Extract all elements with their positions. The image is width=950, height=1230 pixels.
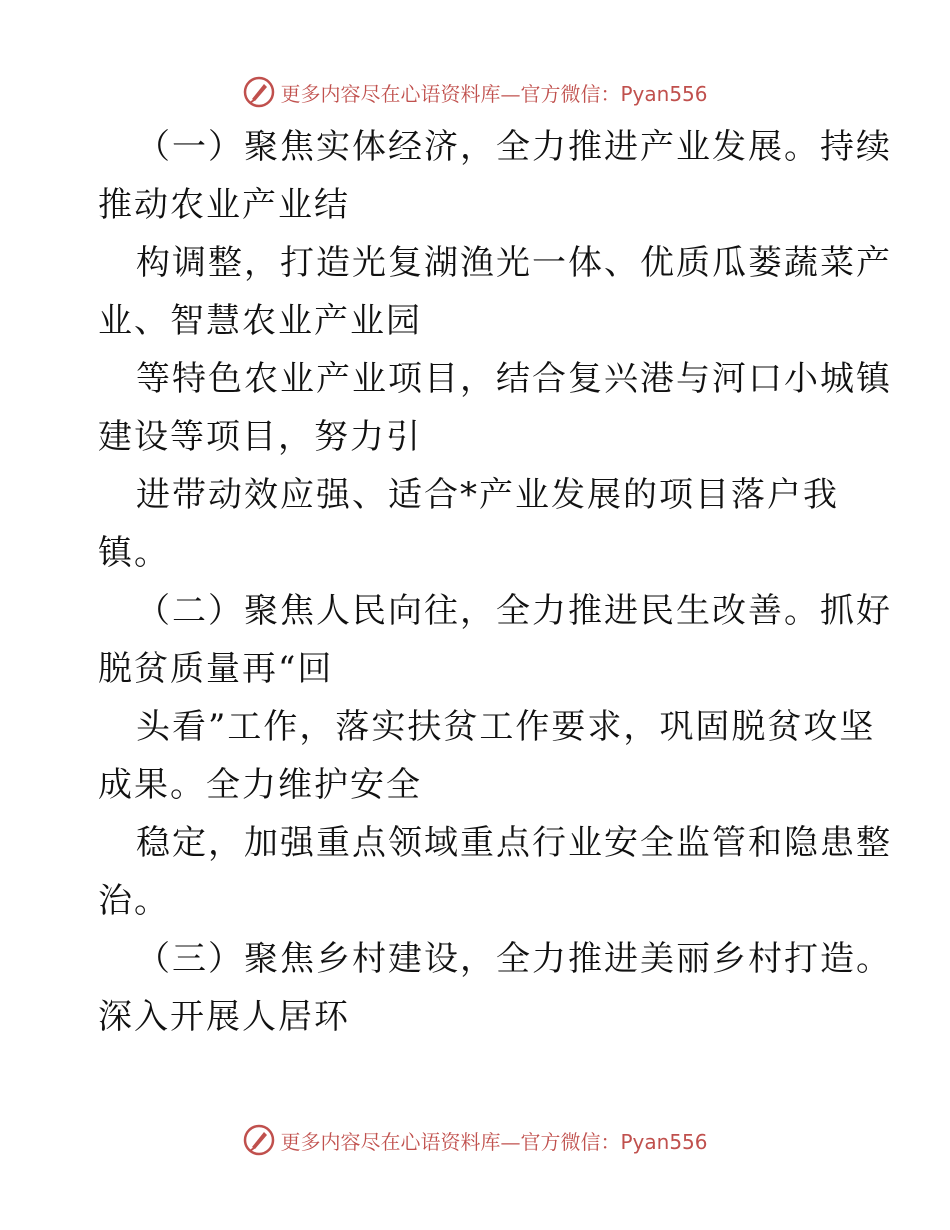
paragraph-line: 推动农业产业结	[98, 185, 350, 225]
header-watermark	[0, 72, 950, 112]
watermark-text	[280, 1126, 707, 1155]
quill-pen-logo-icon	[242, 75, 276, 109]
watermark-wechat-id: Pyan556	[620, 81, 708, 106]
footer-watermark	[0, 1120, 950, 1160]
paragraph-line: 进带动效应强、适合*产业发展的项目落户我	[136, 475, 839, 515]
watermark-wechat-label: 官方微信：	[520, 1129, 621, 1154]
watermark-site: 更多内容尽在心语资料库	[280, 81, 501, 106]
watermark-wechat-id: Pyan556	[620, 1129, 708, 1154]
paragraph-line: 脱贫质量再“回	[98, 649, 334, 689]
quill-pen-logo-icon	[242, 1123, 276, 1157]
paragraph-line: 构调整，打造光复湖渔光一体、优质瓜蒌蔬菜产	[136, 243, 892, 283]
paragraph-line: 等特色农业产业项目，结合复兴港与河口小城镇	[136, 359, 892, 399]
paragraph-line: （二）聚焦人民向往，全力推进民生改善。抓好	[136, 591, 892, 631]
paragraph-line: 建设等项目，努力引	[98, 417, 422, 457]
paragraph-line: （三）聚焦乡村建设，全力推进美丽乡村打造。	[136, 939, 892, 979]
paragraph-line: 头看”工作，落实扶贫工作要求，巩固脱贫攻坚	[136, 707, 876, 747]
watermark-site: 更多内容尽在心语资料库	[280, 1129, 501, 1154]
watermark-dash: —	[500, 81, 521, 106]
watermark-text	[280, 78, 707, 107]
paragraph-line: 业、智慧农业产业园	[98, 301, 422, 341]
paragraph-line: 治。	[98, 881, 170, 921]
paragraph-line: （一）聚焦实体经济，全力推进产业发展。持续	[136, 127, 892, 167]
document-body	[98, 118, 892, 1046]
paragraph-line: 镇。	[98, 533, 170, 573]
watermark-wechat-label: 官方微信：	[520, 81, 621, 106]
paragraph-line: 稳定，加强重点领域重点行业安全监管和隐患整	[136, 823, 892, 863]
watermark-dash: —	[500, 1129, 521, 1154]
paragraph-line: 成果。全力维护安全	[98, 765, 422, 805]
paragraph-line: 深入开展人居环	[98, 997, 350, 1037]
